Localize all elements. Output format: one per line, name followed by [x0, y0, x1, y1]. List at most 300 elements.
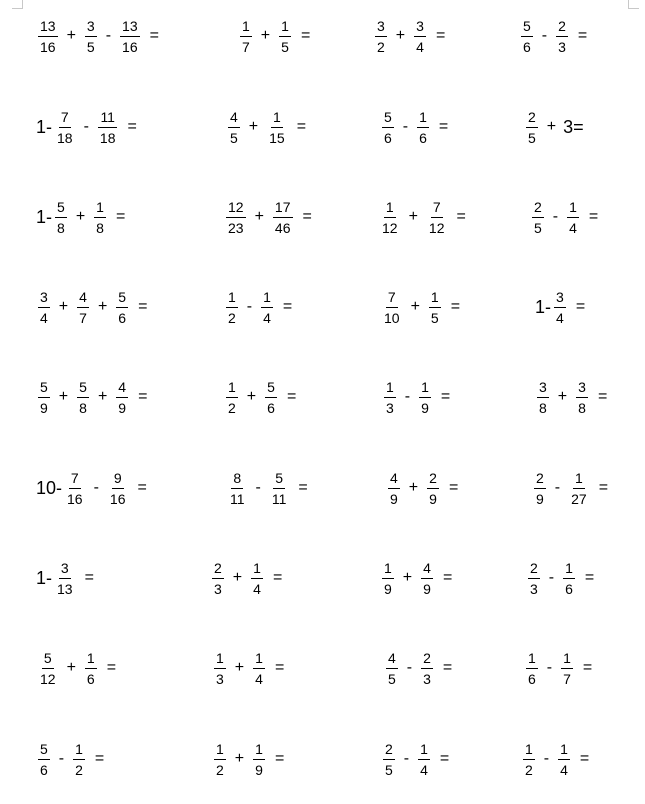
fraction: [38, 650, 58, 687]
operator: +: [557, 388, 568, 405]
fraction: [270, 470, 289, 507]
fraction-denominator: 5: [534, 219, 542, 236]
fraction-denominator: 4: [253, 580, 261, 597]
fraction: [38, 741, 50, 778]
operator: -: [402, 118, 409, 135]
fraction-numerator: 5: [55, 199, 67, 218]
fraction-denominator: 5: [230, 129, 238, 146]
operator: +: [410, 298, 420, 315]
fraction-denominator: 16: [67, 490, 83, 507]
fraction-denominator: 5: [430, 309, 439, 326]
fraction-numerator: 5: [42, 650, 54, 669]
math-problem: [226, 97, 306, 157]
math-problem: [224, 277, 292, 337]
math-problem: [380, 277, 460, 337]
problem-row: [0, 729, 645, 789]
fraction: [561, 650, 573, 687]
fraction-denominator: 5: [388, 670, 396, 687]
fraction-denominator: 12: [428, 219, 445, 236]
math-problem: [224, 187, 312, 247]
fraction-numerator: 2: [383, 741, 395, 760]
whole-number-term: 10-: [36, 477, 63, 498]
operator: +: [395, 27, 406, 44]
fraction-numerator: 1: [417, 109, 429, 128]
fraction: [421, 560, 433, 597]
fraction-numerator: 1: [94, 199, 106, 218]
fraction: [429, 289, 441, 326]
math-problem: [535, 367, 607, 427]
operator: -: [541, 27, 548, 44]
math-problem: [530, 187, 598, 247]
operator: +: [248, 118, 259, 135]
fraction-numerator: 1: [523, 741, 535, 760]
fraction-numerator: 3: [537, 379, 549, 398]
fraction: [419, 379, 431, 416]
fraction-numerator: 4: [421, 560, 433, 579]
fraction-denominator: 15: [269, 129, 285, 146]
math-problem: [524, 638, 592, 698]
fraction-denominator: 46: [274, 219, 291, 236]
math-problem: [212, 638, 284, 698]
fraction-denominator: 5: [528, 129, 536, 146]
math-problem: [519, 6, 587, 66]
fraction: [414, 18, 426, 55]
fraction: [214, 650, 226, 687]
fraction: [273, 199, 293, 236]
equals-sign: =: [138, 388, 148, 405]
fraction-denominator: 11: [230, 490, 245, 507]
equals-sign: =: [84, 569, 94, 586]
fraction-denominator: 13: [57, 580, 73, 597]
fraction: [382, 289, 402, 326]
fraction-denominator: 5: [86, 38, 95, 55]
math-problem: [386, 458, 458, 518]
fraction-denominator: 16: [122, 38, 138, 55]
fraction: [421, 650, 433, 687]
equals-sign: =: [456, 208, 466, 225]
problem-row: [0, 638, 645, 698]
fraction-numerator: 1: [226, 379, 238, 398]
fraction-numerator: 5: [77, 379, 89, 398]
fraction-denominator: 4: [420, 761, 428, 778]
fraction: [55, 199, 67, 236]
fraction-numerator: 3: [59, 560, 71, 579]
math-problem: [36, 729, 104, 789]
math-problem: [524, 97, 585, 157]
equals-sign: =: [138, 298, 148, 315]
equals-sign: =: [577, 27, 588, 44]
fraction-denominator: 23: [228, 219, 244, 236]
fraction-denominator: 6: [118, 309, 127, 326]
operator: +: [97, 388, 108, 405]
fraction-numerator: 2: [421, 650, 433, 669]
math-problem: [380, 548, 452, 608]
fraction-denominator: 4: [416, 38, 424, 55]
operator: -: [554, 479, 561, 496]
whole-number-term: 3=: [563, 116, 584, 137]
fraction-numerator: 4: [77, 289, 89, 308]
whole-number-term: 1-: [36, 116, 53, 137]
math-problem: [212, 729, 284, 789]
fraction-denominator: 2: [377, 38, 385, 55]
problem-row: [0, 367, 645, 427]
fraction-denominator: 9: [384, 580, 392, 597]
fraction-denominator: 7: [79, 309, 87, 326]
fraction: [73, 741, 85, 778]
equals-sign: =: [442, 569, 453, 586]
fraction: [38, 18, 58, 55]
fraction-numerator: 2: [532, 199, 544, 218]
fraction-numerator: 1: [279, 18, 291, 37]
math-problem: [224, 367, 296, 427]
fraction-numerator: 2: [534, 470, 546, 489]
fraction-numerator: 2: [212, 560, 224, 579]
fraction: [537, 379, 549, 416]
operator: +: [66, 659, 76, 676]
operator: +: [246, 388, 257, 405]
operator: +: [260, 27, 271, 44]
fraction-denominator: 7: [563, 670, 571, 687]
equals-sign: =: [579, 750, 590, 767]
fraction-denominator: 4: [255, 670, 263, 687]
operator: +: [97, 298, 108, 315]
fraction: [253, 650, 265, 687]
fraction-denominator: 9: [536, 490, 544, 507]
fraction-numerator: 9: [112, 470, 124, 489]
fraction-numerator: 1: [271, 109, 283, 128]
math-problem: [382, 367, 450, 427]
fraction-denominator: 4: [560, 761, 568, 778]
fraction-numerator: 1: [573, 470, 585, 489]
fraction-numerator: 5: [38, 379, 50, 398]
fraction-denominator: 6: [528, 670, 536, 687]
equals-sign: =: [300, 27, 311, 44]
math-problem: [36, 458, 147, 518]
fraction: [55, 109, 75, 146]
equals-sign: =: [575, 298, 586, 315]
problem-row: [0, 187, 645, 247]
fraction: [240, 18, 252, 55]
fraction-denominator: 9: [429, 490, 437, 507]
fraction-numerator: 5: [265, 379, 277, 398]
fraction-denominator: 6: [384, 129, 392, 146]
operator: -: [83, 118, 89, 135]
fraction: [226, 379, 238, 416]
fraction-denominator: 16: [40, 38, 56, 55]
equals-sign: =: [274, 750, 285, 767]
math-problem: [384, 638, 452, 698]
fraction-numerator: 13: [38, 18, 58, 37]
fraction-numerator: 1: [382, 560, 394, 579]
fraction-numerator: 1: [214, 650, 226, 669]
fraction: [120, 18, 140, 55]
fraction-denominator: 4: [556, 309, 564, 326]
fraction-numerator: 4: [116, 379, 128, 398]
fraction-denominator: 16: [109, 490, 126, 507]
fraction-denominator: 12: [40, 670, 56, 687]
fraction-numerator: 1: [240, 18, 252, 37]
fraction-denominator: 3: [214, 580, 222, 597]
fraction-numerator: 1: [429, 289, 441, 308]
fraction-numerator: 3: [38, 289, 50, 308]
fraction: [427, 470, 439, 507]
fraction-denominator: 3: [216, 670, 224, 687]
fraction: [85, 18, 97, 55]
equals-sign: =: [298, 479, 308, 496]
fraction-numerator: 1: [563, 560, 575, 579]
fraction-numerator: 1: [419, 379, 431, 398]
fraction-denominator: 2: [525, 761, 533, 778]
fraction: [116, 289, 128, 326]
fraction: [261, 289, 273, 326]
operator: -: [403, 750, 410, 767]
operator: +: [232, 569, 243, 586]
math-problem: [36, 548, 94, 608]
math-problem: [526, 548, 594, 608]
fraction-numerator: 2: [427, 470, 439, 489]
operator: -: [93, 479, 99, 496]
fraction-denominator: 3: [386, 399, 394, 416]
fraction-numerator: 12: [226, 199, 246, 218]
problem-row: [0, 277, 645, 337]
fraction-numerator: 7: [59, 109, 71, 128]
fraction-denominator: 6: [419, 129, 427, 146]
fraction-denominator: 9: [390, 490, 398, 507]
operator: +: [66, 27, 76, 44]
fraction-numerator: 7: [69, 470, 81, 489]
fraction-denominator: 4: [569, 219, 577, 236]
fraction-denominator: 9: [423, 580, 431, 597]
fraction: [267, 109, 287, 146]
fraction: [85, 650, 97, 687]
fraction: [226, 289, 238, 326]
fraction-numerator: 13: [120, 18, 140, 37]
equals-sign: =: [272, 569, 283, 586]
equals-sign: =: [149, 27, 159, 44]
operator: -: [255, 479, 261, 496]
fraction: [554, 289, 566, 326]
fraction: [382, 560, 394, 597]
fraction: [226, 199, 246, 236]
fraction-denominator: 8: [57, 219, 65, 236]
fraction-denominator: 12: [382, 219, 398, 236]
operator: -: [546, 659, 553, 676]
fraction: [55, 560, 75, 597]
fraction-numerator: 1: [251, 560, 263, 579]
fraction-denominator: 10: [384, 309, 400, 326]
fraction-numerator: 7: [431, 199, 443, 218]
fraction-numerator: 1: [226, 289, 238, 308]
fraction: [558, 741, 570, 778]
math-problem: [238, 6, 310, 66]
fraction-denominator: 6: [267, 399, 275, 416]
operator: -: [246, 298, 253, 315]
equals-sign: =: [94, 750, 105, 767]
operator: +: [402, 569, 413, 586]
math-problem: [36, 638, 116, 698]
fraction: [38, 289, 50, 326]
math-problem: [36, 97, 137, 157]
fraction: [253, 741, 265, 778]
fraction: [38, 379, 50, 416]
fraction-denominator: 3: [423, 670, 431, 687]
problem-row: [0, 6, 645, 66]
fraction-numerator: 5: [521, 18, 533, 37]
equals-sign: =: [438, 118, 449, 135]
whole-number-term: 1-: [36, 206, 53, 227]
fraction-numerator: 2: [526, 109, 538, 128]
equals-sign: =: [440, 388, 451, 405]
operator: +: [58, 388, 69, 405]
fraction-denominator: 18: [99, 129, 116, 146]
operator: -: [543, 750, 550, 767]
equals-sign: =: [598, 479, 609, 496]
fraction: [279, 18, 291, 55]
fraction-numerator: 1: [561, 650, 573, 669]
fraction-denominator: 6: [523, 38, 531, 55]
operator: +: [58, 298, 69, 315]
fraction-denominator: 11: [271, 490, 287, 507]
fraction-numerator: 3: [85, 18, 97, 37]
equals-sign: =: [127, 118, 137, 135]
fraction: [388, 470, 400, 507]
fraction-denominator: 2: [228, 309, 236, 326]
math-problem: [381, 729, 449, 789]
math-problem: [521, 729, 589, 789]
math-problem: [226, 458, 308, 518]
fraction: [228, 470, 247, 507]
fraction-denominator: 2: [228, 399, 236, 416]
fraction-numerator: 1: [384, 199, 396, 218]
fraction-denominator: 2: [216, 761, 224, 778]
fraction-denominator: 6: [565, 580, 573, 597]
math-problem: [373, 6, 445, 66]
fraction-numerator: 1: [558, 741, 570, 760]
operator: -: [404, 388, 411, 405]
math-problem: [380, 97, 448, 157]
fraction-numerator: 1: [85, 650, 97, 669]
operator: +: [234, 750, 245, 767]
fraction-numerator: 7: [386, 289, 398, 308]
fraction: [418, 741, 430, 778]
fraction-numerator: 5: [116, 289, 128, 308]
fraction: [116, 379, 128, 416]
equals-sign: =: [582, 659, 593, 676]
fraction: [526, 109, 538, 146]
fraction: [563, 560, 575, 597]
fraction: [427, 199, 447, 236]
fraction-numerator: 1: [526, 650, 538, 669]
operator: -: [105, 27, 112, 44]
fraction-numerator: 1: [253, 741, 265, 760]
fraction-numerator: 5: [382, 109, 394, 128]
fraction: [77, 289, 89, 326]
equals-sign: =: [442, 659, 453, 676]
equals-sign: =: [450, 298, 461, 315]
fraction: [532, 199, 544, 236]
fraction-denominator: 18: [57, 129, 73, 146]
problem-row: [0, 97, 645, 157]
equals-sign: =: [448, 479, 459, 496]
fraction-denominator: 6: [40, 761, 48, 778]
operator: +: [234, 659, 245, 676]
fraction-denominator: 8: [539, 399, 547, 416]
equals-sign: =: [115, 208, 126, 225]
operator: +: [546, 118, 557, 135]
fraction-numerator: 8: [231, 470, 243, 489]
fraction: [384, 379, 396, 416]
fraction: [212, 560, 224, 597]
fraction: [251, 560, 263, 597]
fraction-numerator: 5: [273, 470, 285, 489]
fraction-denominator: 5: [281, 38, 289, 55]
operator: -: [552, 208, 559, 225]
fraction: [523, 741, 535, 778]
fraction: [265, 379, 277, 416]
fraction: [380, 199, 400, 236]
fraction: [528, 560, 540, 597]
fraction-denominator: 6: [86, 670, 95, 687]
fraction-numerator: 1: [261, 289, 273, 308]
equals-sign: =: [435, 27, 446, 44]
equals-sign: =: [439, 750, 450, 767]
fraction-numerator: 1: [253, 650, 265, 669]
equals-sign: =: [584, 569, 595, 586]
fraction-denominator: 3: [530, 580, 538, 597]
math-problem: [36, 277, 147, 337]
fraction-numerator: 3: [576, 379, 588, 398]
operator: +: [75, 208, 86, 225]
fraction: [567, 199, 579, 236]
fraction-numerator: 3: [414, 18, 426, 37]
fraction-denominator: 8: [96, 219, 104, 236]
fraction-denominator: 2: [75, 761, 83, 778]
fraction-numerator: 4: [388, 470, 400, 489]
operator: -: [548, 569, 555, 586]
fraction: [556, 18, 568, 55]
operator: +: [408, 208, 418, 225]
math-problem: [36, 187, 125, 247]
operator: -: [58, 750, 65, 767]
fraction-denominator: 8: [578, 399, 586, 416]
math-problem: [210, 548, 282, 608]
fraction-numerator: 17: [273, 199, 293, 218]
fraction: [214, 741, 226, 778]
equals-sign: =: [137, 479, 147, 496]
fraction-denominator: 27: [571, 490, 587, 507]
equals-sign: =: [274, 659, 285, 676]
fraction-numerator: 3: [375, 18, 387, 37]
fraction-denominator: 9: [421, 399, 429, 416]
fraction: [576, 379, 588, 416]
fraction-denominator: 3: [558, 38, 566, 55]
fraction-numerator: 11: [98, 109, 117, 128]
equals-sign: =: [597, 388, 608, 405]
fraction: [94, 199, 106, 236]
fraction-denominator: 4: [40, 309, 48, 326]
fraction: [569, 470, 589, 507]
fraction-denominator: 9: [118, 399, 127, 416]
fraction: [526, 650, 538, 687]
operator: -: [406, 659, 413, 676]
fraction: [108, 470, 128, 507]
fraction: [417, 109, 429, 146]
fraction-numerator: 1: [73, 741, 85, 760]
problem-row: [0, 548, 645, 608]
fraction-numerator: 5: [38, 741, 50, 760]
equals-sign: =: [106, 659, 117, 676]
whole-number-term: 1-: [36, 567, 53, 588]
